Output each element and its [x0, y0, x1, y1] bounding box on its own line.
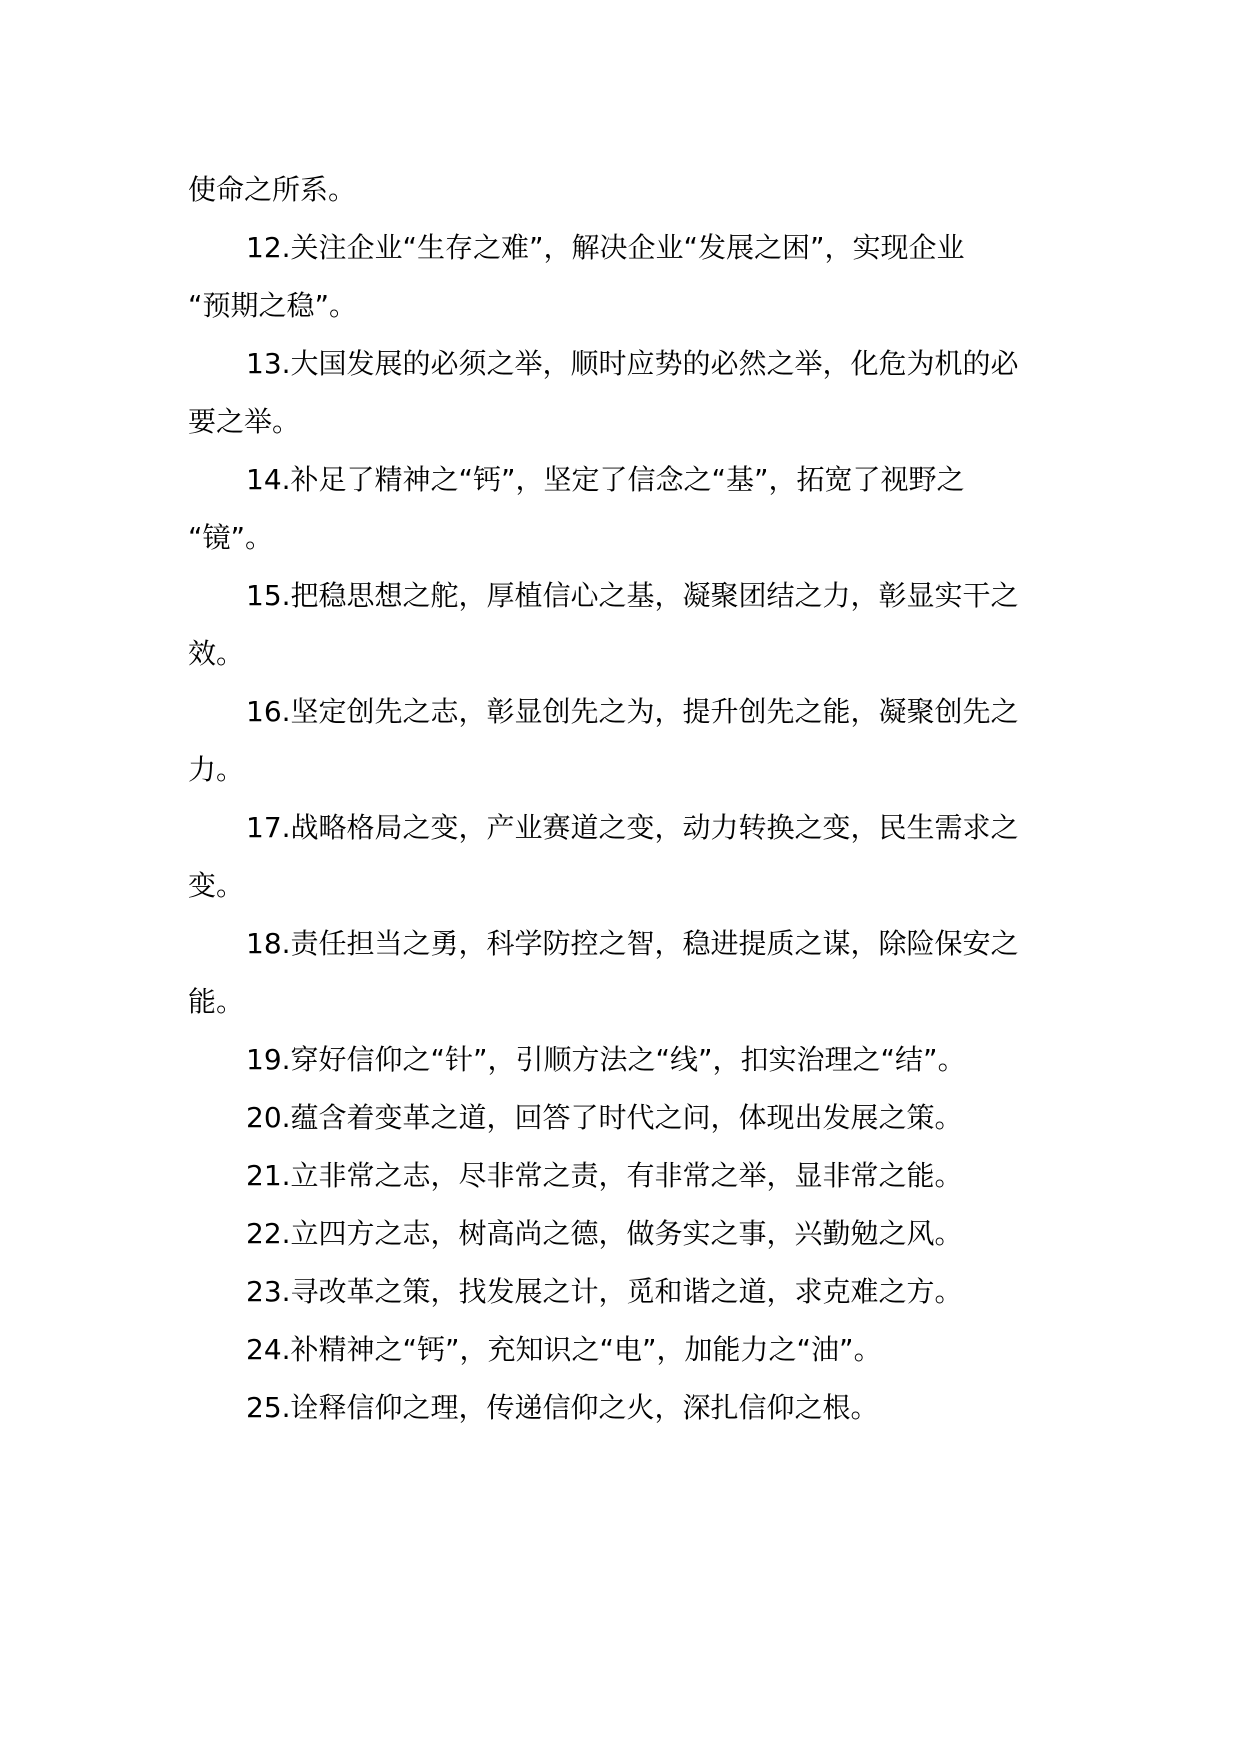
text-line: 17.战略格局之变，产业赛道之变，动力转换之变，民生需求之: [246, 811, 1019, 844]
text-line: 24.补精神之“钙”，充知识之“电”，加能力之“油”。: [246, 1333, 882, 1366]
text-line: 变。: [188, 869, 245, 902]
text-line: 20.蕴含着变革之道，回答了时代之问，体现出发展之策。: [246, 1101, 963, 1134]
text-line: 19.穿好信仰之“针”，引顺方法之“线”，扣实治理之“结”。: [246, 1043, 966, 1076]
text-line: 22.立四方之志，树高尚之德，做务实之事，兴勤勉之风。: [246, 1217, 963, 1250]
text-line: 力。: [188, 753, 245, 786]
text-line: 12.关注企业“生存之难”，解决企业“发展之困”，实现企业: [246, 231, 965, 264]
text-line: 要之举。: [188, 405, 301, 438]
text-line: “镜”。: [188, 521, 274, 554]
text-line: 16.坚定创先之志，彰显创先之为，提升创先之能，凝聚创先之: [246, 695, 1019, 728]
text-line: 15.把稳思想之舵，厚植信心之基，凝聚团结之力，彰显实干之: [246, 579, 1019, 612]
text-line: 能。: [188, 985, 245, 1018]
text-line: 21.立非常之志，尽非常之责，有非常之举，显非常之能。: [246, 1159, 963, 1192]
text-line: 使命之所系。: [188, 173, 357, 206]
text-line: 效。: [188, 637, 245, 670]
text-line: 18.责任担当之勇，科学防控之智，稳进提质之谋，除险保安之: [246, 927, 1019, 960]
text-line: 23.寻改革之策，找发展之计，觅和谐之道，求克难之方。: [246, 1275, 963, 1308]
text-line: 25.诠释信仰之理，传递信仰之火，深扎信仰之根。: [246, 1391, 879, 1424]
text-line: “预期之稳”。: [188, 289, 358, 322]
text-line: 14.补足了精神之“钙”，坚定了信念之“基”，拓宽了视野之: [246, 463, 965, 496]
text-line: 13.大国发展的必须之举，顺时应势的必然之举，化危为机的必: [246, 347, 1019, 380]
